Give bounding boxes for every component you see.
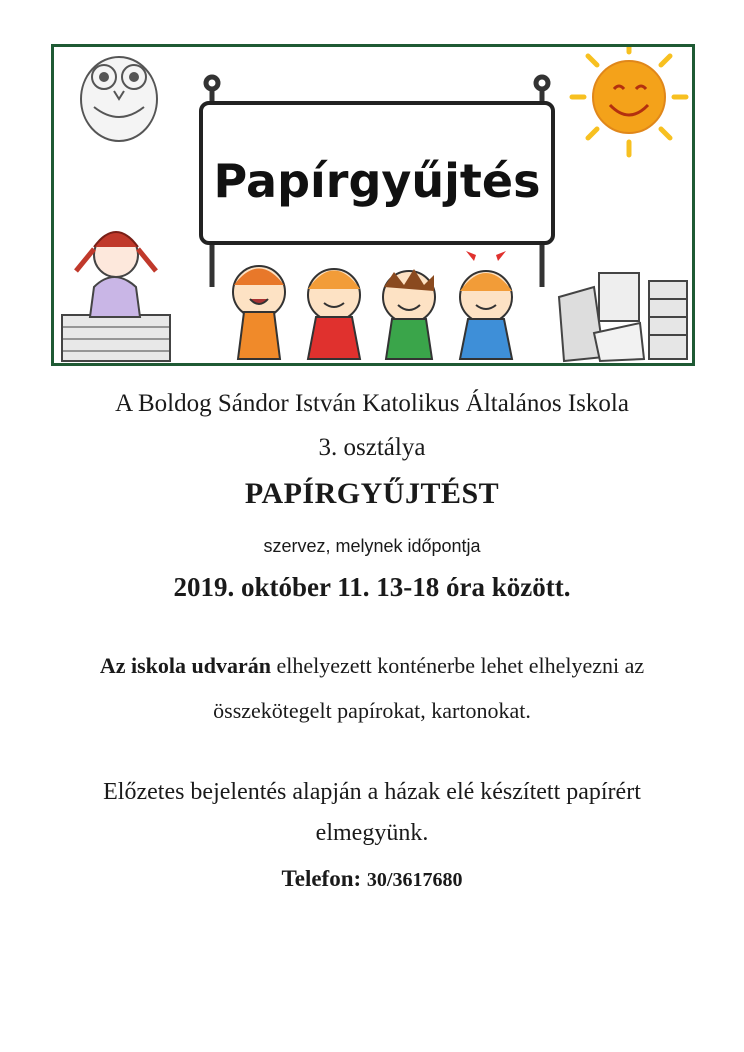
location-rest-text: elhelyezett konténerbe lehet elhelyezni az [270,653,645,678]
pickup-paragraph-line1: Előzetes bejelentés alapján a házak elé készített papírért [103,779,641,805]
kid-green-icon [383,269,435,359]
paper-piles-icon [559,273,687,361]
organizes-line: szervez, melynek időpontja [263,536,481,556]
header-illustration [51,44,695,366]
sun-icon [572,47,686,155]
school-name: A Boldog Sándor István Katolikus Általános Iskola [115,390,629,417]
phone-line [0,866,744,892]
owl-icon [81,57,157,141]
sign-text: Papírgyűjtés [213,154,541,208]
kid-red-icon [308,269,360,359]
phone-number: 30/3617680 [366,869,463,891]
location-paragraph-line1 [0,653,744,679]
kid-blue-icon [460,251,512,359]
headline: PAPÍRGYŰJTÉST [244,477,500,510]
pickup-paragraph-line2: elmegyünk. [315,820,429,846]
kid-orange-icon [233,266,285,359]
event-date: 2019. október 11. 13-18 óra között. [173,572,571,602]
phone-label: Telefon: [281,866,362,891]
girl-with-papers-icon [62,232,170,361]
class-name: 3. osztálya [318,434,426,461]
location-paragraph-line2: összekötegelt papírokat, kartonokat. [213,698,531,723]
location-bold-text: Az iskola udvarán [99,653,271,678]
